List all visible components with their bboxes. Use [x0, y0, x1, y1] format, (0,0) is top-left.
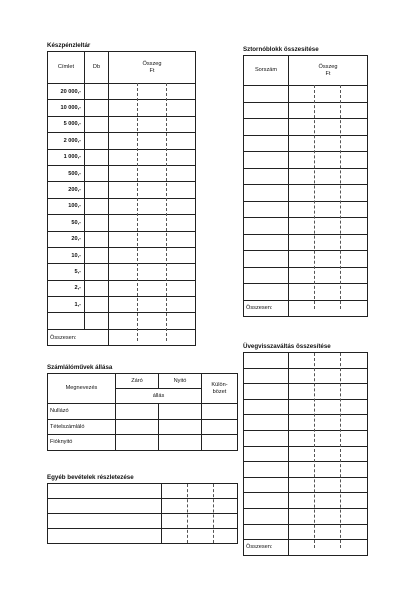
- item-cell[interactable]: [244, 462, 289, 478]
- separator-line: [314, 85, 315, 309]
- description-cell[interactable]: [48, 514, 162, 529]
- amount-cell[interactable]: [289, 493, 368, 509]
- denomination-cell: 20 000,-: [48, 84, 85, 100]
- separator-line: [137, 83, 138, 341]
- total-amount-cell[interactable]: [289, 300, 368, 317]
- counter-name: Fióknyitó: [48, 435, 116, 451]
- amount-cell[interactable]: [289, 477, 368, 493]
- count-cell[interactable]: [85, 116, 109, 132]
- header-kulonbozet: Külön- bözet: [202, 374, 238, 404]
- amount-cell[interactable]: [289, 86, 368, 103]
- amount-cell[interactable]: [289, 446, 368, 462]
- description-cell[interactable]: [48, 499, 162, 514]
- other-income-title: Egyéb bevételek részletezése: [47, 474, 134, 481]
- amount-cell[interactable]: [109, 215, 196, 231]
- count-cell[interactable]: [85, 313, 109, 329]
- header-db: Db: [85, 52, 109, 84]
- count-cell[interactable]: [85, 231, 109, 247]
- separator-line: [187, 484, 188, 543]
- amount-cell[interactable]: [109, 264, 196, 280]
- amount-cell[interactable]: [289, 234, 368, 251]
- count-cell[interactable]: [85, 297, 109, 313]
- serial-cell[interactable]: [244, 284, 289, 301]
- header-osszeg: Összeg Ft: [109, 52, 196, 84]
- serial-cell[interactable]: [244, 152, 289, 169]
- description-cell[interactable]: [48, 484, 162, 499]
- closing-cell[interactable]: [116, 435, 159, 451]
- separator-line: [340, 85, 341, 309]
- serial-cell[interactable]: [244, 86, 289, 103]
- amount-cell[interactable]: [289, 353, 368, 369]
- difference-cell[interactable]: [202, 435, 238, 451]
- count-cell[interactable]: [85, 84, 109, 100]
- amount-cell[interactable]: [109, 116, 196, 132]
- count-cell[interactable]: [85, 198, 109, 214]
- count-cell[interactable]: [85, 133, 109, 149]
- denomination-cell: 200,-: [48, 182, 85, 198]
- amount-cell[interactable]: [109, 84, 196, 100]
- item-cell[interactable]: [244, 399, 289, 415]
- header-zaro: Záró: [116, 374, 159, 389]
- counter-name: Tételszámláló: [48, 419, 116, 435]
- amount-cell[interactable]: [109, 100, 196, 116]
- cash-inventory-title: Készpénzleltár: [47, 42, 91, 49]
- header-cimlet: Címlet: [48, 52, 85, 84]
- amount-cell[interactable]: [162, 529, 238, 544]
- amount-cell[interactable]: [289, 384, 368, 400]
- denomination-cell: 50,-: [48, 215, 85, 231]
- count-cell[interactable]: [85, 149, 109, 165]
- item-cell[interactable]: [244, 477, 289, 493]
- amount-cell[interactable]: [289, 152, 368, 169]
- item-cell[interactable]: [244, 353, 289, 369]
- serial-cell[interactable]: [244, 119, 289, 136]
- amount-cell[interactable]: [289, 415, 368, 431]
- item-cell[interactable]: [244, 384, 289, 400]
- item-cell[interactable]: [244, 415, 289, 431]
- separator-line: [314, 353, 315, 548]
- serial-cell[interactable]: [244, 135, 289, 152]
- denomination-cell: 5 000,-: [48, 116, 85, 132]
- denomination-cell: 20,-: [48, 231, 85, 247]
- separator-line: [213, 484, 214, 543]
- amount-cell[interactable]: [289, 119, 368, 136]
- header-nyito: Nyitó: [159, 374, 202, 389]
- serial-cell[interactable]: [244, 234, 289, 251]
- item-cell[interactable]: [244, 430, 289, 446]
- difference-cell[interactable]: [202, 404, 238, 420]
- amount-cell[interactable]: [109, 297, 196, 313]
- item-cell[interactable]: [244, 446, 289, 462]
- description-cell[interactable]: [48, 529, 162, 544]
- closing-cell[interactable]: [116, 404, 159, 420]
- count-cell[interactable]: [85, 100, 109, 116]
- denomination-cell: 1,-: [48, 297, 85, 313]
- amount-cell[interactable]: [289, 218, 368, 235]
- count-cell[interactable]: [85, 165, 109, 181]
- opening-cell[interactable]: [159, 435, 202, 451]
- denomination-cell: 100,-: [48, 198, 85, 214]
- amount-cell[interactable]: [162, 514, 238, 529]
- serial-cell[interactable]: [244, 201, 289, 218]
- total-label: Összesen:: [244, 300, 289, 317]
- amount-cell[interactable]: [289, 185, 368, 202]
- opening-cell[interactable]: [159, 404, 202, 420]
- item-cell[interactable]: [244, 493, 289, 509]
- amount-cell[interactable]: [289, 102, 368, 119]
- serial-cell[interactable]: [244, 267, 289, 284]
- amount-cell[interactable]: [109, 198, 196, 214]
- amount-cell[interactable]: [109, 133, 196, 149]
- cash-inventory-table: [47, 51, 196, 346]
- amount-cell[interactable]: [109, 313, 196, 329]
- total-label: Összesen:: [48, 329, 109, 345]
- count-cell[interactable]: [85, 280, 109, 296]
- counters-status-title: Számlálóművek állása: [47, 364, 113, 371]
- amount-cell[interactable]: [109, 165, 196, 181]
- serial-cell[interactable]: [244, 168, 289, 185]
- serial-cell[interactable]: [244, 185, 289, 202]
- item-cell[interactable]: [244, 368, 289, 384]
- denomination-cell: 500,-: [48, 165, 85, 181]
- amount-cell[interactable]: [109, 247, 196, 263]
- separator-line: [340, 353, 341, 548]
- amount-cell[interactable]: [289, 508, 368, 524]
- total-label: Összesen:: [244, 540, 289, 556]
- amount-cell[interactable]: [289, 267, 368, 284]
- denomination-cell: 2 000,-: [48, 133, 85, 149]
- counters-status-table: [47, 373, 238, 451]
- amount-cell[interactable]: [109, 280, 196, 296]
- amount-cell[interactable]: [162, 499, 238, 514]
- amount-cell[interactable]: [289, 399, 368, 415]
- denomination-cell: 10 000,-: [48, 100, 85, 116]
- amount-cell[interactable]: [289, 430, 368, 446]
- amount-cell[interactable]: [289, 284, 368, 301]
- amount-cell[interactable]: [109, 182, 196, 198]
- amount-cell[interactable]: [109, 149, 196, 165]
- difference-cell[interactable]: [202, 419, 238, 435]
- blank-cell: [48, 313, 85, 329]
- denomination-cell: 10,-: [48, 247, 85, 263]
- item-cell[interactable]: [244, 508, 289, 524]
- amount-cell[interactable]: [289, 524, 368, 540]
- count-cell[interactable]: [85, 215, 109, 231]
- amount-cell[interactable]: [162, 484, 238, 499]
- bottle-return-table: [243, 352, 368, 556]
- other-income-table: [47, 483, 238, 544]
- item-cell[interactable]: [244, 524, 289, 540]
- amount-cell[interactable]: [289, 135, 368, 152]
- total-amount-cell[interactable]: [109, 329, 196, 345]
- header-megnevezes: Megnevezés: [48, 374, 116, 404]
- header-sorszam: Sorszám: [244, 56, 289, 86]
- serial-cell[interactable]: [244, 102, 289, 119]
- denomination-cell: 1 000,-: [48, 149, 85, 165]
- separator-line: [166, 83, 167, 341]
- amount-cell[interactable]: [289, 168, 368, 185]
- header-osszeg: Összeg Ft: [289, 56, 368, 86]
- serial-cell[interactable]: [244, 218, 289, 235]
- count-cell[interactable]: [85, 264, 109, 280]
- amount-cell[interactable]: [289, 201, 368, 218]
- count-cell[interactable]: [85, 182, 109, 198]
- counter-name: Nullázó: [48, 404, 116, 420]
- amount-cell[interactable]: [289, 251, 368, 268]
- opening-cell[interactable]: [159, 419, 202, 435]
- storno-summary-title: Sztornóblokk összesítése: [243, 46, 319, 53]
- total-amount-cell[interactable]: [289, 540, 368, 556]
- denomination-cell: 2,-: [48, 280, 85, 296]
- serial-cell[interactable]: [244, 251, 289, 268]
- amount-cell[interactable]: [289, 462, 368, 478]
- header-allas: állás: [116, 389, 202, 404]
- bottle-return-title: Üvegvisszaváltás összesítése: [243, 343, 331, 350]
- storno-summary-table: [243, 55, 368, 317]
- closing-cell[interactable]: [116, 419, 159, 435]
- count-cell[interactable]: [85, 247, 109, 263]
- denomination-cell: 5,-: [48, 264, 85, 280]
- amount-cell[interactable]: [109, 231, 196, 247]
- amount-cell[interactable]: [289, 368, 368, 384]
